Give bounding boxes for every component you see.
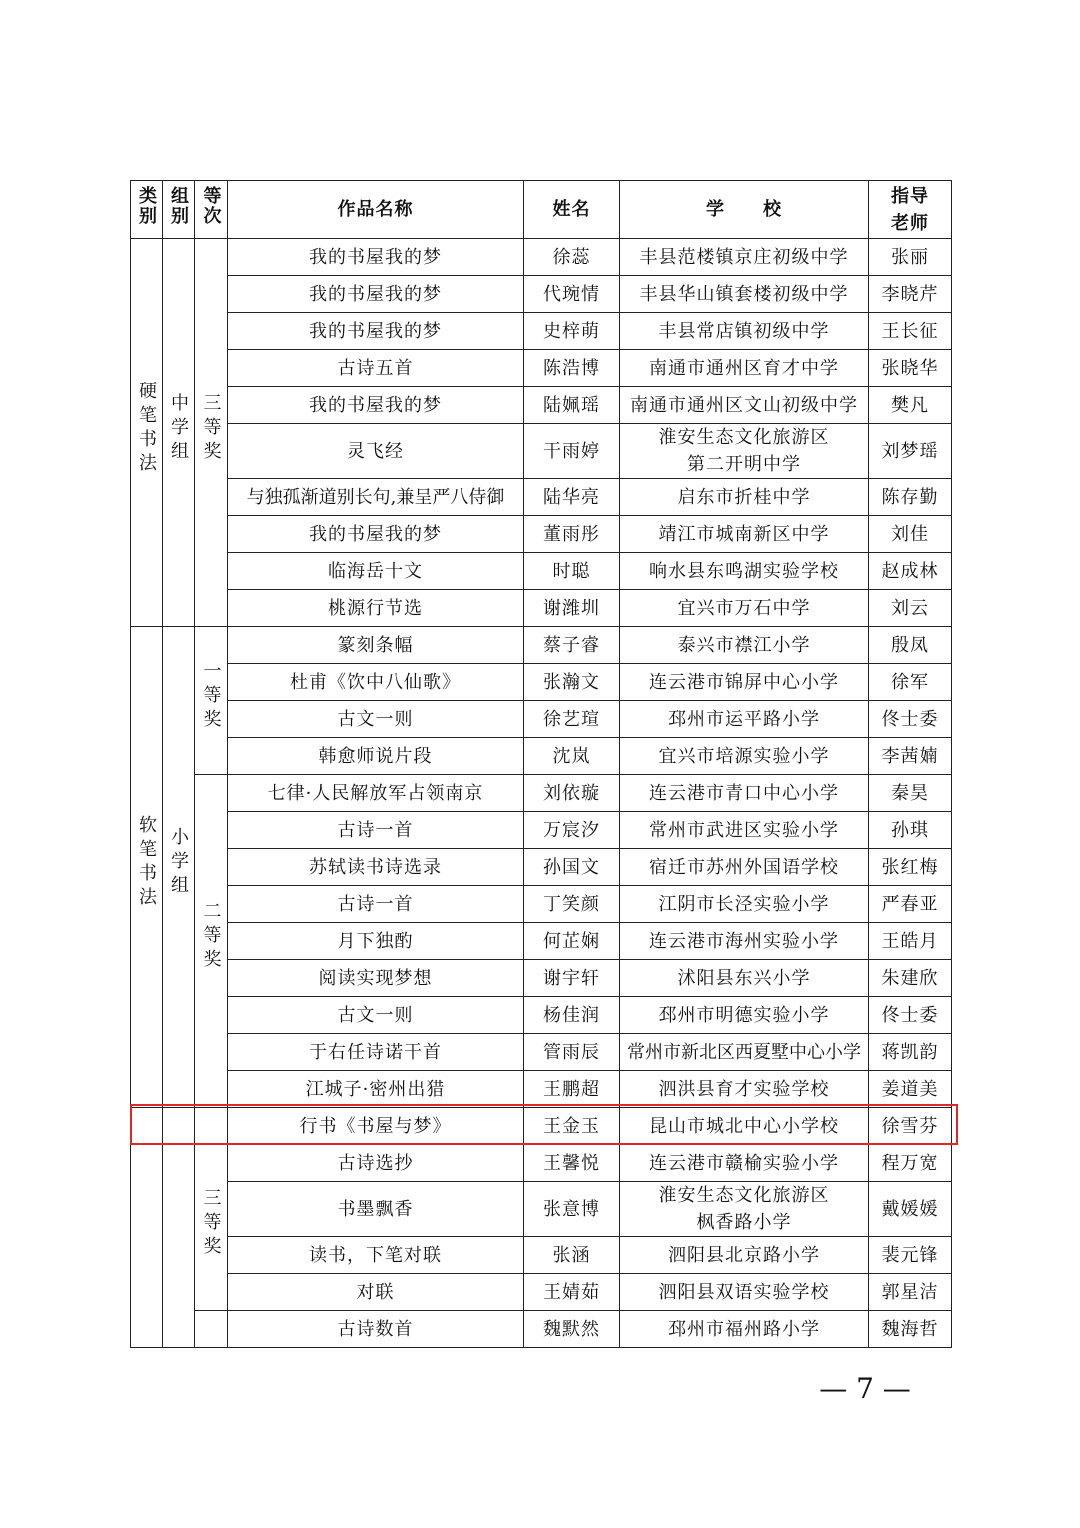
name-cell: 陆华亮 — [524, 479, 620, 516]
name-cell: 时聪 — [524, 553, 620, 590]
school-cell: 常州市新北区西夏墅中心小学 — [620, 1034, 869, 1071]
name-cell: 王婧茹 — [524, 1274, 620, 1311]
work-cell: 古诗数首 — [228, 1311, 524, 1348]
work-cell: 对联 — [228, 1274, 524, 1311]
name-cell: 蔡子睿 — [524, 627, 620, 664]
school-cell: 宿迁市苏州外国语学校 — [620, 849, 869, 886]
work-cell: 篆刻条幅 — [228, 627, 524, 664]
name-cell: 万宸汐 — [524, 812, 620, 849]
name-cell: 陆姵瑶 — [524, 387, 620, 424]
work-cell: 古诗五首 — [228, 350, 524, 387]
school-cell: 泗洪县育才实验学校 — [620, 1071, 869, 1108]
header-work: 作品名称 — [228, 181, 524, 239]
teacher-cell: 张晓华 — [869, 350, 952, 387]
name-cell: 董雨彤 — [524, 516, 620, 553]
table-row — [131, 350, 952, 387]
name-cell: 沈岚 — [524, 738, 620, 775]
teacher-cell: 赵成林 — [869, 553, 952, 590]
name-cell: 代琬情 — [524, 276, 620, 313]
teacher-cell: 程万宽 — [869, 1145, 952, 1182]
school-cell: 连云港市青口中心小学 — [620, 775, 869, 812]
school-cell: 连云港市赣榆实验小学 — [620, 1145, 869, 1182]
school-cell: 沭阳县东兴小学 — [620, 960, 869, 997]
school-cell: 靖江市城南新区中学 — [620, 516, 869, 553]
teacher-cell: 殷凤 — [869, 627, 952, 664]
teacher-cell: 李晓芹 — [869, 276, 952, 313]
work-cell: 古文一则 — [228, 997, 524, 1034]
work-cell: 行书《书屋与梦》 — [228, 1108, 524, 1145]
work-cell: 古诗一首 — [228, 812, 524, 849]
name-cell: 干雨婷 — [524, 424, 620, 479]
highlighted-row — [131, 1108, 952, 1145]
category-cell-soft: 软笔书法 — [131, 627, 163, 1108]
name-cell: 徐蕊 — [524, 239, 620, 276]
name-cell: 孙国文 — [524, 849, 620, 886]
school-cell: 启东市折桂中学 — [620, 479, 869, 516]
teacher-cell: 孙琪 — [869, 812, 952, 849]
teacher-cell: 张丽 — [869, 239, 952, 276]
table-row — [131, 664, 952, 701]
level-cell-first: 一等奖 — [195, 627, 228, 775]
work-cell: 杜甫《饮中八仙歌》 — [228, 664, 524, 701]
school-cell: 南通市通州区育才中学 — [620, 350, 869, 387]
teacher-cell: 魏海哲 — [869, 1311, 952, 1348]
table-row — [131, 701, 952, 738]
table-row — [131, 276, 952, 313]
name-cell: 张意博 — [524, 1182, 620, 1237]
name-cell: 何芷娴 — [524, 923, 620, 960]
table-row — [131, 923, 952, 960]
name-cell: 管雨辰 — [524, 1034, 620, 1071]
teacher-cell: 徐军 — [869, 664, 952, 701]
school-cell: 泗阳县北京路小学 — [620, 1237, 869, 1274]
work-cell: 江城子·密州出猎 — [228, 1071, 524, 1108]
teacher-cell: 戴媛媛 — [869, 1182, 952, 1237]
name-cell: 王金玉 — [524, 1108, 620, 1145]
name-cell: 魏默然 — [524, 1311, 620, 1348]
teacher-cell: 严春亚 — [869, 886, 952, 923]
header-group: 组别 — [163, 181, 195, 239]
school-cell: 宜兴市万石中学 — [620, 590, 869, 627]
teacher-cell: 刘云 — [869, 590, 952, 627]
empty-cell — [131, 1108, 163, 1145]
table-row — [131, 1237, 952, 1274]
empty-cell — [163, 1108, 195, 1145]
school-cell: 连云港市锦屏中心小学 — [620, 664, 869, 701]
level-cell-third: 三等奖 — [195, 239, 228, 627]
work-cell: 我的书屋我的梦 — [228, 387, 524, 424]
work-cell: 韩愈师说片段 — [228, 738, 524, 775]
name-cell: 史梓萌 — [524, 313, 620, 350]
school-cell: 连云港市海州实验小学 — [620, 923, 869, 960]
school-cell: 邳州市福州路小学 — [620, 1311, 869, 1348]
header-category: 类别 — [131, 181, 163, 239]
table-row — [131, 849, 952, 886]
school-cell: 宜兴市培源实验小学 — [620, 738, 869, 775]
name-cell: 张涵 — [524, 1237, 620, 1274]
name-cell: 谢宇轩 — [524, 960, 620, 997]
work-cell: 读书，下笔对联 — [228, 1237, 524, 1274]
teacher-cell: 樊凡 — [869, 387, 952, 424]
school-cell: 泗阳县双语实验学校 — [620, 1274, 869, 1311]
group-cell-empty — [163, 1145, 195, 1348]
teacher-cell: 秦昊 — [869, 775, 952, 812]
teacher-cell: 蒋凯韵 — [869, 1034, 952, 1071]
group-cell-middle: 中学组 — [163, 239, 195, 627]
name-cell: 王馨悦 — [524, 1145, 620, 1182]
table-row — [131, 479, 952, 516]
table-row — [131, 1311, 952, 1348]
work-cell: 书墨飘香 — [228, 1182, 524, 1237]
table-row — [131, 886, 952, 923]
table-row — [131, 553, 952, 590]
work-cell: 阅读实现梦想 — [228, 960, 524, 997]
work-cell: 苏轼读书诗选录 — [228, 849, 524, 886]
table-row — [131, 960, 952, 997]
work-cell: 我的书屋我的梦 — [228, 239, 524, 276]
teacher-cell: 张红梅 — [869, 849, 952, 886]
name-cell: 刘依璇 — [524, 775, 620, 812]
name-cell: 王鹏超 — [524, 1071, 620, 1108]
work-cell: 我的书屋我的梦 — [228, 276, 524, 313]
teacher-cell: 徐雪芬 — [869, 1108, 952, 1145]
table-row — [131, 627, 952, 664]
work-cell: 古文一则 — [228, 701, 524, 738]
table-row — [131, 812, 952, 849]
teacher-cell: 佟士委 — [869, 997, 952, 1034]
work-cell: 七律·人民解放军占领南京 — [228, 775, 524, 812]
school-cell: 邳州市明德实验小学 — [620, 997, 869, 1034]
header-level: 等次 — [195, 181, 228, 239]
table-row — [131, 738, 952, 775]
school-cell: 淮安生态文化旅游区 第二开明中学 — [620, 424, 869, 479]
work-cell: 灵飞经 — [228, 424, 524, 479]
school-cell: 昆山市城北中心小学校 — [620, 1108, 869, 1145]
name-cell: 丁笑颜 — [524, 886, 620, 923]
header-school: 学 校 — [620, 181, 869, 239]
awards-table — [130, 180, 952, 1348]
teacher-cell: 李茜婻 — [869, 738, 952, 775]
school-cell: 丰县常店镇初级中学 — [620, 313, 869, 350]
level-cell-third-primary: 三等奖 — [195, 1145, 228, 1311]
table-row — [131, 590, 952, 627]
school-cell: 邳州市运平路小学 — [620, 701, 869, 738]
work-cell: 于右任诗诺干首 — [228, 1034, 524, 1071]
category-cell-empty — [131, 1145, 163, 1348]
table-row — [131, 239, 952, 276]
work-cell: 与独孤渐道别长句,兼呈严八侍御 — [228, 479, 524, 516]
work-cell: 古诗一首 — [228, 886, 524, 923]
teacher-cell: 王长征 — [869, 313, 952, 350]
teacher-cell: 王皓月 — [869, 923, 952, 960]
school-cell: 响水县东鸣湖实验学校 — [620, 553, 869, 590]
table-row — [131, 997, 952, 1034]
table-row — [131, 1034, 952, 1071]
category-cell-hard: 硬笔书法 — [131, 239, 163, 627]
teacher-cell: 郭星洁 — [869, 1274, 952, 1311]
empty-cell — [195, 1108, 228, 1145]
work-cell: 月下独酌 — [228, 923, 524, 960]
name-cell: 张瀚文 — [524, 664, 620, 701]
school-cell: 丰县华山镇套楼初级中学 — [620, 276, 869, 313]
work-cell: 古诗选抄 — [228, 1145, 524, 1182]
table-row — [131, 1274, 952, 1311]
table-row — [131, 1145, 952, 1182]
level-cell-empty — [195, 1311, 228, 1348]
group-cell-primary: 小学组 — [163, 627, 195, 1108]
table-row — [131, 775, 952, 812]
work-cell: 临海岳十文 — [228, 553, 524, 590]
work-cell: 我的书屋我的梦 — [228, 313, 524, 350]
name-cell: 陈浩博 — [524, 350, 620, 387]
table-row — [131, 1182, 952, 1237]
teacher-cell: 裴元锋 — [869, 1237, 952, 1274]
name-cell: 谢潍圳 — [524, 590, 620, 627]
table-row — [131, 1071, 952, 1108]
teacher-cell: 朱建欣 — [869, 960, 952, 997]
teacher-cell: 陈存勤 — [869, 479, 952, 516]
school-cell: 淮安生态文化旅游区 枫香路小学 — [620, 1182, 869, 1237]
work-cell: 我的书屋我的梦 — [228, 516, 524, 553]
work-cell: 桃源行节选 — [228, 590, 524, 627]
table-row — [131, 516, 952, 553]
teacher-cell: 刘梦瑶 — [869, 424, 952, 479]
table-row — [131, 424, 952, 479]
name-cell: 杨佳润 — [524, 997, 620, 1034]
table-header-row — [131, 181, 952, 239]
header-teacher: 指导 老师 — [869, 181, 952, 239]
teacher-cell: 刘佳 — [869, 516, 952, 553]
school-cell: 常州市武进区实验小学 — [620, 812, 869, 849]
page-number: — 7 — — [819, 1372, 911, 1405]
school-cell: 南通市通州区文山初级中学 — [620, 387, 869, 424]
table-row — [131, 387, 952, 424]
teacher-cell: 佟士委 — [869, 701, 952, 738]
level-cell-second: 二等奖 — [195, 775, 228, 1108]
name-cell: 徐艺瑄 — [524, 701, 620, 738]
school-cell: 泰兴市襟江小学 — [620, 627, 869, 664]
school-cell: 丰县范楼镇京庄初级中学 — [620, 239, 869, 276]
table-row — [131, 313, 952, 350]
header-name: 姓名 — [524, 181, 620, 239]
school-cell: 江阴市长泾实验小学 — [620, 886, 869, 923]
teacher-cell: 姜道美 — [869, 1071, 952, 1108]
